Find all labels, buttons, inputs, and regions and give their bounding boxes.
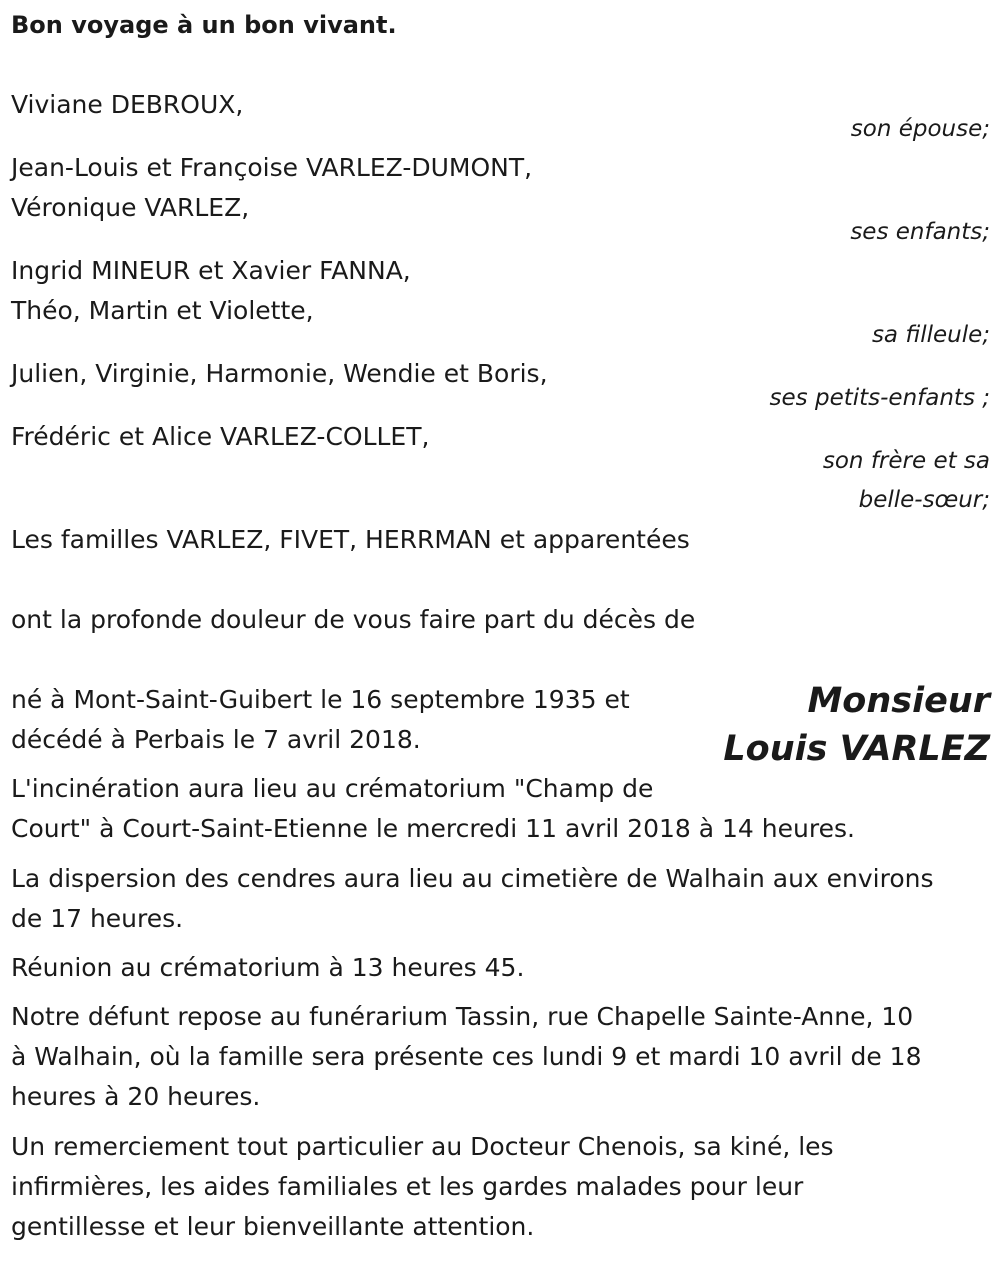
family-member-line: Ingrid MINEUR et Xavier FANNA, xyxy=(11,256,411,285)
paragraph-line: gentillesse et leur bienveillante attention. xyxy=(11,1212,535,1241)
paragraph-line: infirmières, les aides familiales et les gardes malades pour leur xyxy=(11,1172,804,1201)
paragraph-line: Réunion au crématorium à 13 heures 45. xyxy=(11,953,525,982)
family-member-line: Véronique VARLEZ, xyxy=(11,193,250,222)
family-member-line: Frédéric et Alice VARLEZ-COLLET, xyxy=(11,422,430,451)
paragraph-line: Court" à Court-Saint-Etienne le mercredi 11 avril 2018 à 14 heures. xyxy=(11,814,855,843)
announcement: ont la profonde douleur de vous faire part du décès de xyxy=(11,605,696,634)
relation-label: ses enfants; xyxy=(850,219,990,245)
paragraph-line: La dispersion des cendres aura lieu au cimetière de Walhain aux environs xyxy=(11,864,934,893)
paragraph-line: Notre défunt repose au funérarium Tassin, rue Chapelle Sainte-Anne, 10 xyxy=(11,1002,914,1031)
deceased-name: Louis VARLEZ xyxy=(723,729,990,769)
paragraph-line: heures à 20 heures. xyxy=(11,1082,261,1111)
paragraph-line: de 17 heures. xyxy=(11,904,184,933)
family-member-line: Viviane DEBROUX, xyxy=(11,90,244,119)
birth-line: décédé à Perbais le 7 avril 2018. xyxy=(11,725,421,754)
relation-label: belle-sœur; xyxy=(858,487,990,513)
paragraph-line: à Walhain, où la famille sera présente ces lundi 9 et mardi 10 avril de 18 xyxy=(11,1042,922,1071)
deceased-title: Monsieur xyxy=(807,681,990,721)
heading: Bon voyage à un bon vivant. xyxy=(11,11,397,39)
family-member-line: Julien, Virginie, Harmonie, Wendie et Boris, xyxy=(11,359,548,388)
birth-line: né à Mont-Saint-Guibert le 16 septembre 1935 et xyxy=(11,685,630,714)
paragraph-line: L'incinération aura lieu au crématorium "Champ de xyxy=(11,774,654,803)
relation-label: sa filleule; xyxy=(871,322,990,348)
relation-label: son frère et sa xyxy=(822,448,990,474)
paragraph-line: Un remerciement tout particulier au Docteur Chenois, sa kiné, les xyxy=(11,1132,834,1161)
relation-label: ses petits-enfants ; xyxy=(769,385,990,411)
family-member-line: Jean-Louis et Françoise VARLEZ-DUMONT, xyxy=(11,153,533,182)
families-line: Les familles VARLEZ, FIVET, HERRMAN et apparentées xyxy=(11,525,690,554)
relation-label: son épouse; xyxy=(850,116,990,142)
family-member-line: Théo, Martin et Violette, xyxy=(11,296,314,325)
